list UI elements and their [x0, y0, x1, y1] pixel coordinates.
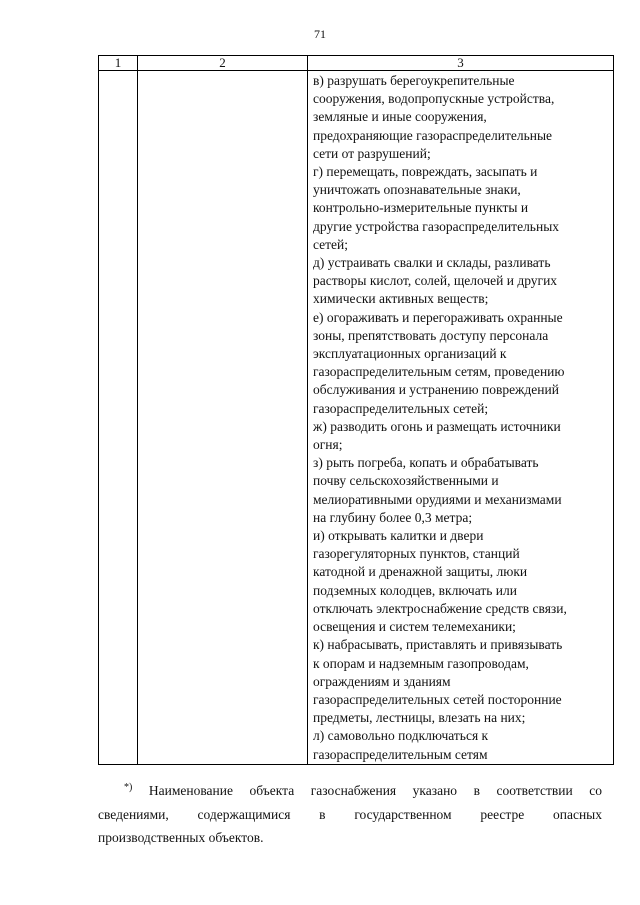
text-line: газорегуляторных пунктов, станций	[313, 546, 520, 562]
text-line: газораспределительным сетям	[313, 746, 488, 762]
text-line: отключать электроснабжение средств связи,	[313, 600, 567, 616]
text-line: на глубину более 0,3 метра;	[313, 509, 473, 525]
text-line: подземных колодцев, включать или	[313, 582, 517, 598]
text-line: другие устройства газораспределительных	[313, 218, 560, 234]
table-row	[99, 71, 614, 765]
text-line: химически активных веществ;	[313, 291, 489, 307]
page-number: 71	[314, 27, 326, 41]
table-cell-col2	[138, 71, 308, 765]
text-line: газораспределительных сетей;	[313, 400, 489, 416]
text-line: растворы кислот, солей, щелочей и других	[313, 273, 558, 289]
table-cell-col1	[99, 71, 138, 765]
text-line: огня;	[313, 437, 343, 453]
text-line: ж) разводить огонь и размещать источники	[313, 418, 561, 434]
text-line: освещения и систем телемеханики;	[313, 619, 516, 635]
text-line: к опорам и надземным газопроводам,	[313, 655, 529, 671]
table-header-row	[99, 56, 614, 71]
text-line: катодной и дренажной защиты, люки	[313, 564, 528, 580]
text-line: эксплуатационных организаций к	[313, 346, 507, 362]
column-header-1: 1	[99, 56, 138, 71]
text-line: почву сельскохозяйственными и	[313, 473, 499, 489]
text-line: д) устраивать свалки и склады, разливать	[313, 255, 551, 271]
text-line: газораспределительных сетей посторонние	[313, 691, 562, 707]
text-line: ограждениям и зданиям	[313, 673, 451, 689]
text-line: обслуживания и устранению повреждений	[313, 382, 559, 398]
table-cell-col3	[308, 71, 614, 765]
text-line: в) разрушать берегоукрепительные	[313, 73, 515, 88]
restrictions-table	[98, 55, 614, 765]
text-line: газораспределительным сетям, проведению	[313, 364, 565, 380]
column-header-3: 3	[308, 56, 614, 71]
footnote-text-1: Наименование объекта газоснабжения указано в соответствии со	[148, 783, 603, 798]
text-line: к) набрасывать, приставлять и привязывать	[313, 637, 563, 653]
text-line: уничтожать опознавательные знаки,	[313, 182, 521, 198]
text-line: мелиоративными орудиями и механизмами	[313, 491, 562, 507]
text-line: контрольно-измерительные пункты и	[313, 200, 529, 216]
text-line: предметы, лестницы, влезать на них;	[313, 710, 526, 726]
text-line: сетей;	[313, 236, 349, 252]
text-line: сооружения, водопропускные устройства,	[313, 91, 555, 107]
text-line: г) перемещать, повреждать, засыпать и	[313, 164, 538, 180]
text-line: зоны, препятствовать доступу персонала	[313, 327, 549, 343]
text-line: сети от разрушений;	[313, 145, 431, 161]
footnote	[98, 776, 602, 850]
text-line: е) огораживать и перегораживать охранные	[313, 309, 563, 325]
prohibitions-text	[313, 72, 609, 764]
text-line: л) самовольно подключаться к	[313, 728, 489, 744]
footnote-line-1	[98, 776, 602, 803]
footnote-line-3: производственных объектов.	[98, 830, 264, 845]
text-line: и) открывать калитки и двери	[313, 528, 484, 544]
column-header-2: 2	[138, 56, 308, 71]
footnote-marker: *)	[124, 782, 133, 793]
text-line: з) рыть погреба, копать и обрабатывать	[313, 455, 539, 471]
text-line: земляные и иные сооружения,	[313, 109, 487, 125]
text-line: предохраняющие газораспределительные	[313, 127, 553, 143]
footnote-line-2: сведениями, содержащимися в государственном реестре опасных	[98, 806, 602, 822]
